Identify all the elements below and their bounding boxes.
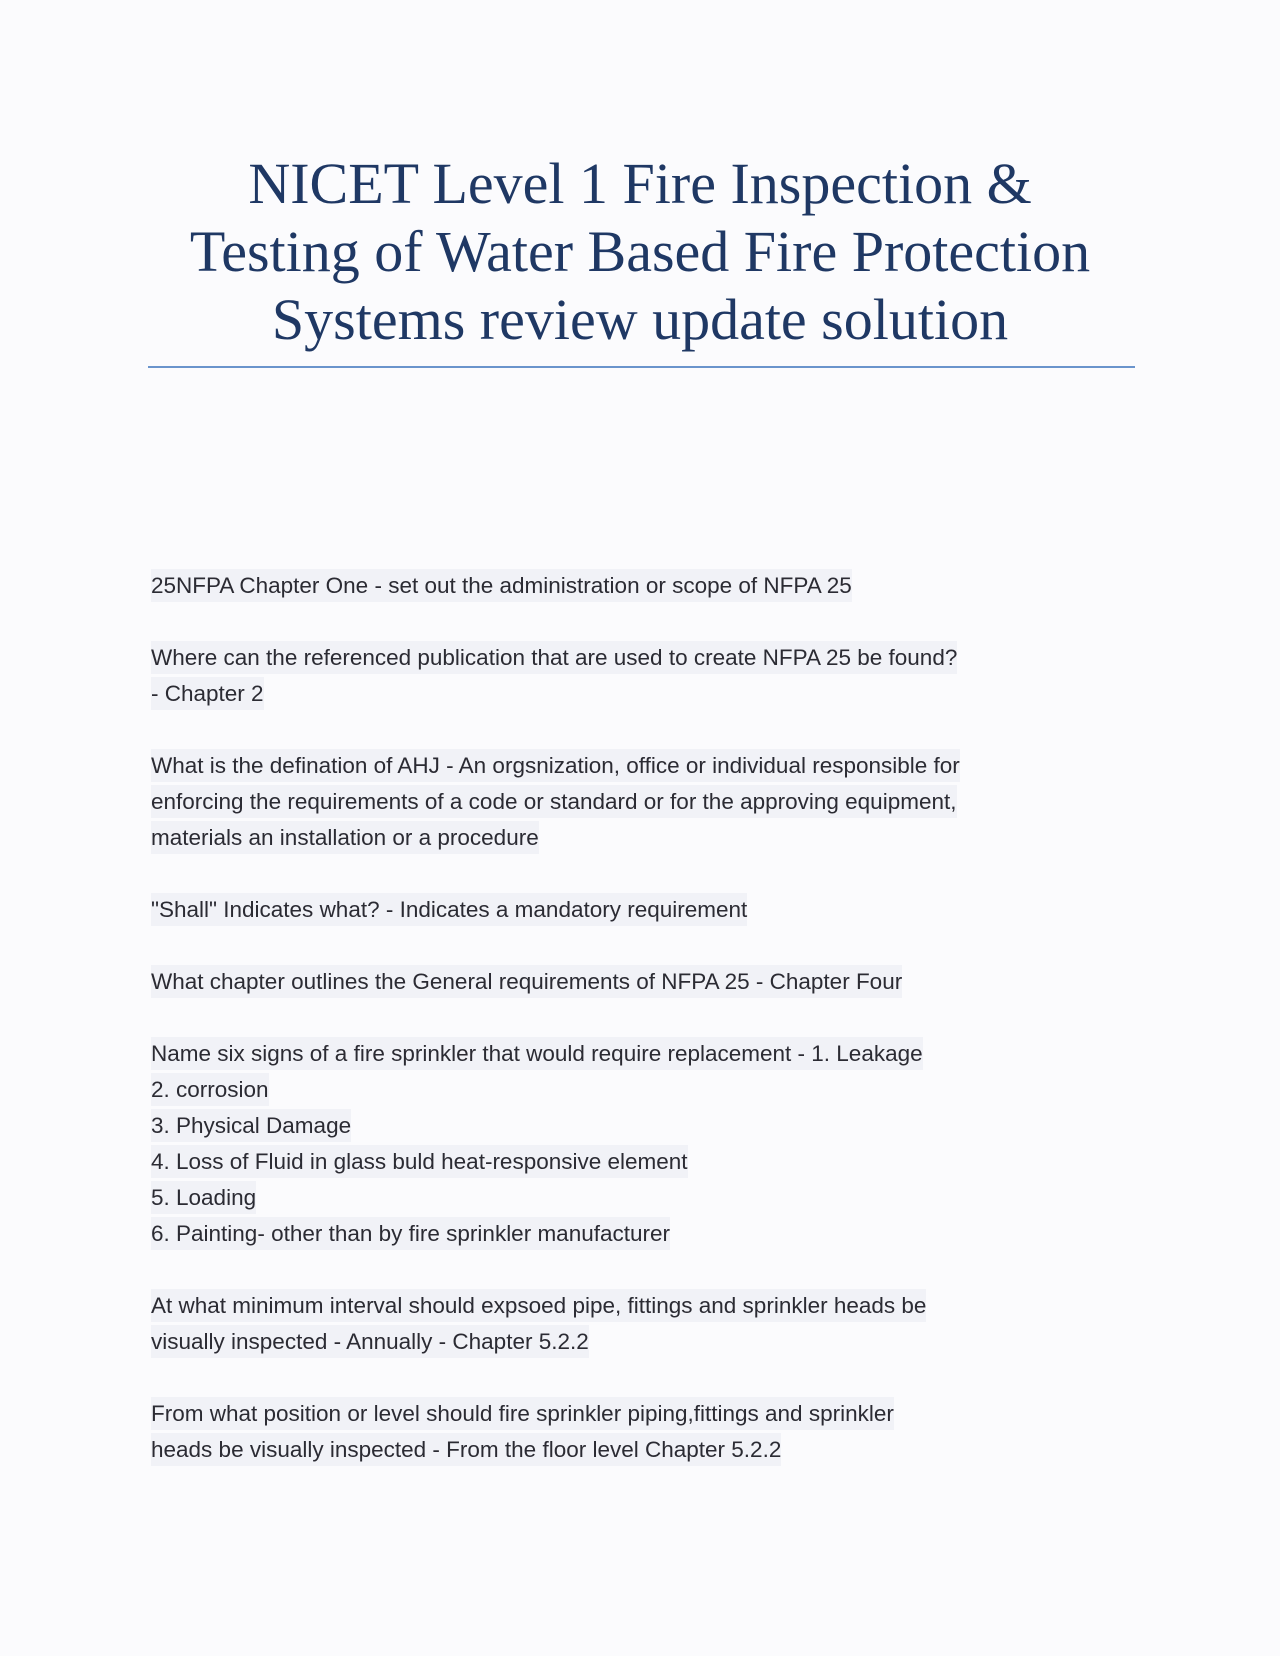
document-title xyxy=(140,150,1140,354)
text-line xyxy=(151,1180,1151,1216)
highlighted-text: 25NFPA Chapter One - set out the administration or scope of NFPA 25 xyxy=(151,569,852,602)
text-line xyxy=(151,1072,1151,1108)
highlighted-text: enforcing the requirements of a code or standard or for the approving equipment, xyxy=(151,785,957,818)
text-line xyxy=(151,1324,1151,1360)
text-line xyxy=(151,676,1151,712)
text-line xyxy=(151,568,1151,604)
highlighted-text: What chapter outlines the General requirements of NFPA 25 - Chapter Four xyxy=(151,965,902,998)
highlighted-text: "Shall" Indicates what? - Indicates a mandatory requirement xyxy=(151,893,747,926)
highlighted-text: What is the defination of AHJ - An orgsnization, office or individual responsible for xyxy=(151,749,960,782)
highlighted-text: 3. Physical Damage xyxy=(151,1109,351,1142)
text-line xyxy=(151,640,1151,676)
title-line: Testing of Water Based Fire Protection xyxy=(189,219,1091,284)
highlighted-text: Where can the referenced publication that are used to create NFPA 25 be found? xyxy=(151,641,957,674)
highlighted-text: From what position or level should fire sprinkler piping,fittings and sprinkler xyxy=(151,1397,894,1430)
text-line xyxy=(151,1036,1151,1072)
qa-paragraph xyxy=(151,1396,1151,1468)
qa-paragraph xyxy=(151,748,1151,856)
text-line xyxy=(151,748,1151,784)
title-underline-divider xyxy=(148,366,1135,368)
highlighted-text: heads be visually inspected - From the floor level Chapter 5.2.2 xyxy=(151,1433,781,1466)
document-body xyxy=(151,568,1151,1504)
text-line xyxy=(151,892,1151,928)
highlighted-text: 4. Loss of Fluid in glass buld heat-responsive element xyxy=(151,1145,688,1178)
highlighted-text: visually inspected - Annually - Chapter 5.2.2 xyxy=(151,1325,589,1358)
text-line xyxy=(151,1396,1151,1432)
qa-paragraph xyxy=(151,964,1151,1000)
qa-paragraph xyxy=(151,1288,1151,1360)
highlighted-text: - Chapter 2 xyxy=(151,677,264,710)
highlighted-text: 2. corrosion xyxy=(151,1073,269,1106)
text-line xyxy=(151,1288,1151,1324)
text-line xyxy=(151,1108,1151,1144)
qa-paragraph xyxy=(151,568,1151,604)
highlighted-text: 5. Loading xyxy=(151,1181,256,1214)
qa-paragraph xyxy=(151,640,1151,712)
qa-paragraph xyxy=(151,892,1151,928)
title-line: Systems review update solution xyxy=(271,287,1009,352)
text-line xyxy=(151,1432,1151,1468)
highlighted-text: materials an installation or a procedure xyxy=(151,821,539,854)
text-line xyxy=(151,784,1151,820)
qa-paragraph xyxy=(151,1036,1151,1252)
text-line xyxy=(151,964,1151,1000)
text-line xyxy=(151,1144,1151,1180)
title-line: NICET Level 1 Fire Inspection & xyxy=(248,151,1032,216)
highlighted-text: 6. Painting- other than by fire sprinkler manufacturer xyxy=(151,1217,670,1250)
highlighted-text: Name six signs of a fire sprinkler that would require replacement - 1. Leakage xyxy=(151,1037,923,1070)
text-line xyxy=(151,820,1151,856)
highlighted-text: At what minimum interval should expsoed pipe, fittings and sprinkler heads be xyxy=(151,1289,926,1322)
text-line xyxy=(151,1216,1151,1252)
